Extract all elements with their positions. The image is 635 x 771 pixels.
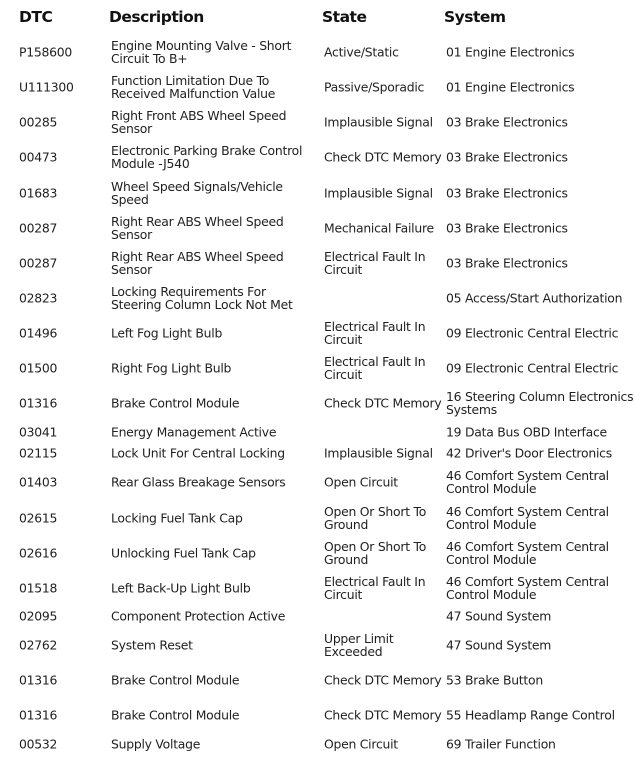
cell-dtc: U111300	[19, 79, 74, 94]
cell-state: Active/Static	[324, 44, 399, 59]
cell-dtc: 00287	[19, 255, 58, 270]
cell-description: Left Fog Light Bulb	[111, 325, 223, 340]
cell-system: 19 Data Bus OBD Interface	[446, 424, 607, 439]
table-row	[0, 34, 635, 69]
header-state: State	[322, 8, 367, 26]
cell-dtc: 01403	[19, 474, 58, 490]
cell-dtc: 01316	[19, 707, 58, 723]
cell-system: 01 Engine Electronics	[446, 44, 575, 59]
cell-description: Locking Fuel Tank Cap	[111, 510, 243, 525]
cell-system: 05 Access/Start Authorization	[446, 290, 623, 305]
cell-system: 16 Steering Column Electronics Systems	[446, 389, 634, 417]
cell-state: Implausible Signal	[324, 185, 433, 200]
cell-state: Check DTC Memory	[324, 672, 442, 687]
cell-dtc: 00287	[19, 220, 58, 235]
cell-dtc: 00285	[19, 114, 58, 129]
cell-dtc: 02615	[19, 510, 58, 525]
cell-dtc: P158600	[19, 44, 73, 59]
cell-system: 69 Trailer Function	[446, 736, 556, 751]
cell-dtc: 01518	[19, 580, 58, 595]
cell-system: 03 Brake Electronics	[446, 114, 568, 129]
cell-description: Function Limitation Due To Received Malfunction Value	[111, 72, 276, 101]
cell-system: 09 Electronic Central Electric	[446, 325, 619, 340]
cell-state: Electrical Fault In Circuit	[324, 248, 426, 277]
cell-system: 09 Electronic Central Electric	[446, 360, 619, 375]
table-row	[0, 69, 635, 104]
cell-dtc: 01683	[19, 185, 58, 200]
table-row	[0, 245, 635, 280]
cell-description: Rear Glass Breakage Sensors	[111, 474, 286, 490]
cell-system: 46 Comfort System Central Control Module	[446, 468, 609, 496]
cell-state: Implausible Signal	[324, 445, 433, 461]
table-row	[0, 421, 635, 442]
cell-state: Open Circuit	[324, 474, 398, 490]
cell-dtc: 01500	[19, 360, 58, 375]
cell-state: Open Or Short To Ground	[324, 538, 427, 567]
cell-state: Open Or Short To Ground	[324, 503, 427, 532]
cell-dtc: 01316	[19, 672, 58, 687]
cell-description: Brake Control Module	[111, 395, 240, 411]
table-row	[0, 733, 635, 754]
cell-state: Check DTC Memory	[324, 149, 442, 165]
cell-system: 03 Brake Electronics	[446, 220, 568, 235]
cell-description: Lock Unit For Central Locking	[111, 445, 285, 461]
table-row	[0, 139, 635, 175]
table-row	[0, 500, 635, 535]
cell-system: 47 Sound System	[446, 637, 552, 652]
cell-system: 03 Brake Electronics	[446, 255, 568, 270]
cell-state: Check DTC Memory	[324, 395, 442, 411]
cell-dtc: 02095	[19, 608, 58, 624]
cell-description: Right Fog Light Bulb	[111, 360, 232, 375]
table-row	[0, 570, 635, 605]
table-row	[0, 442, 635, 464]
cell-state: Electrical Fault In Circuit	[324, 573, 426, 602]
cell-description: Right Rear ABS Wheel Speed Sensor	[111, 213, 284, 242]
table-row	[0, 697, 635, 733]
cell-dtc: 00532	[19, 736, 58, 751]
cell-description: Locking Requirements For Steering Column Lock Not Met	[111, 283, 293, 312]
cell-description: Electronic Parking Brake Control Module -J540	[111, 143, 303, 171]
table-row	[0, 627, 635, 662]
cell-description: Right Front ABS Wheel Speed Sensor	[111, 107, 287, 136]
cell-state: Mechanical Failure	[324, 220, 434, 235]
cell-dtc: 02823	[19, 290, 58, 305]
cell-description: Right Rear ABS Wheel Speed Sensor	[111, 248, 284, 277]
cell-state: Electrical Fault In Circuit	[324, 353, 426, 382]
cell-description: Engine Mounting Valve - Short Circuit To B+	[111, 37, 292, 66]
cell-dtc: 02762	[19, 637, 58, 652]
cell-state: Upper Limit Exceeded	[324, 630, 394, 659]
cell-state: Open Circuit	[324, 736, 398, 751]
cell-system: 42 Driver's Door Electronics	[446, 445, 612, 461]
cell-description: Supply Voltage	[111, 736, 201, 751]
table-row	[0, 280, 635, 315]
cell-system: 46 Comfort System Central Control Module	[446, 503, 609, 532]
cell-system: 03 Brake Electronics	[446, 185, 568, 200]
table-row	[0, 210, 635, 245]
cell-system: 53 Brake Button	[446, 672, 543, 687]
header-dtc: DTC	[19, 8, 53, 26]
table-row	[0, 662, 635, 697]
cell-state: Passive/Sporadic	[324, 79, 425, 94]
cell-state: Electrical Fault In Circuit	[324, 318, 426, 347]
cell-system: 47 Sound System	[446, 608, 552, 624]
cell-dtc: 03041	[19, 424, 58, 439]
cell-dtc: 01316	[19, 395, 58, 411]
table-row	[0, 104, 635, 139]
table-row	[0, 605, 635, 627]
header-description: Description	[109, 8, 204, 26]
cell-description: Component Protection Active	[111, 608, 286, 624]
cell-dtc: 02115	[19, 445, 58, 461]
cell-system: 46 Comfort System Central Control Module	[446, 538, 609, 567]
cell-system: 55 Headlamp Range Control	[446, 707, 615, 723]
cell-state: Implausible Signal	[324, 114, 433, 129]
cell-system: 03 Brake Electronics	[446, 149, 568, 165]
cell-dtc: 02616	[19, 545, 58, 560]
cell-system: 01 Engine Electronics	[446, 79, 575, 94]
table-row	[0, 464, 635, 500]
cell-description: Brake Control Module	[111, 707, 240, 723]
cell-dtc: 01496	[19, 325, 58, 340]
cell-description: System Reset	[111, 637, 193, 652]
header-system: System	[444, 8, 506, 26]
cell-description: Brake Control Module	[111, 672, 240, 687]
table-row	[0, 350, 635, 385]
cell-system: 46 Comfort System Central Control Module	[446, 573, 609, 602]
cell-description: Left Back-Up Light Bulb	[111, 580, 251, 595]
cell-dtc: 00473	[19, 149, 58, 165]
cell-description: Energy Management Active	[111, 424, 277, 439]
cell-description: Wheel Speed Signals/Vehicle Speed	[111, 178, 283, 207]
cell-description: Unlocking Fuel Tank Cap	[111, 545, 256, 560]
table-row	[0, 315, 635, 350]
table-row	[0, 175, 635, 210]
table-row	[0, 385, 635, 421]
cell-state: Check DTC Memory	[324, 707, 442, 723]
table-row	[0, 535, 635, 570]
